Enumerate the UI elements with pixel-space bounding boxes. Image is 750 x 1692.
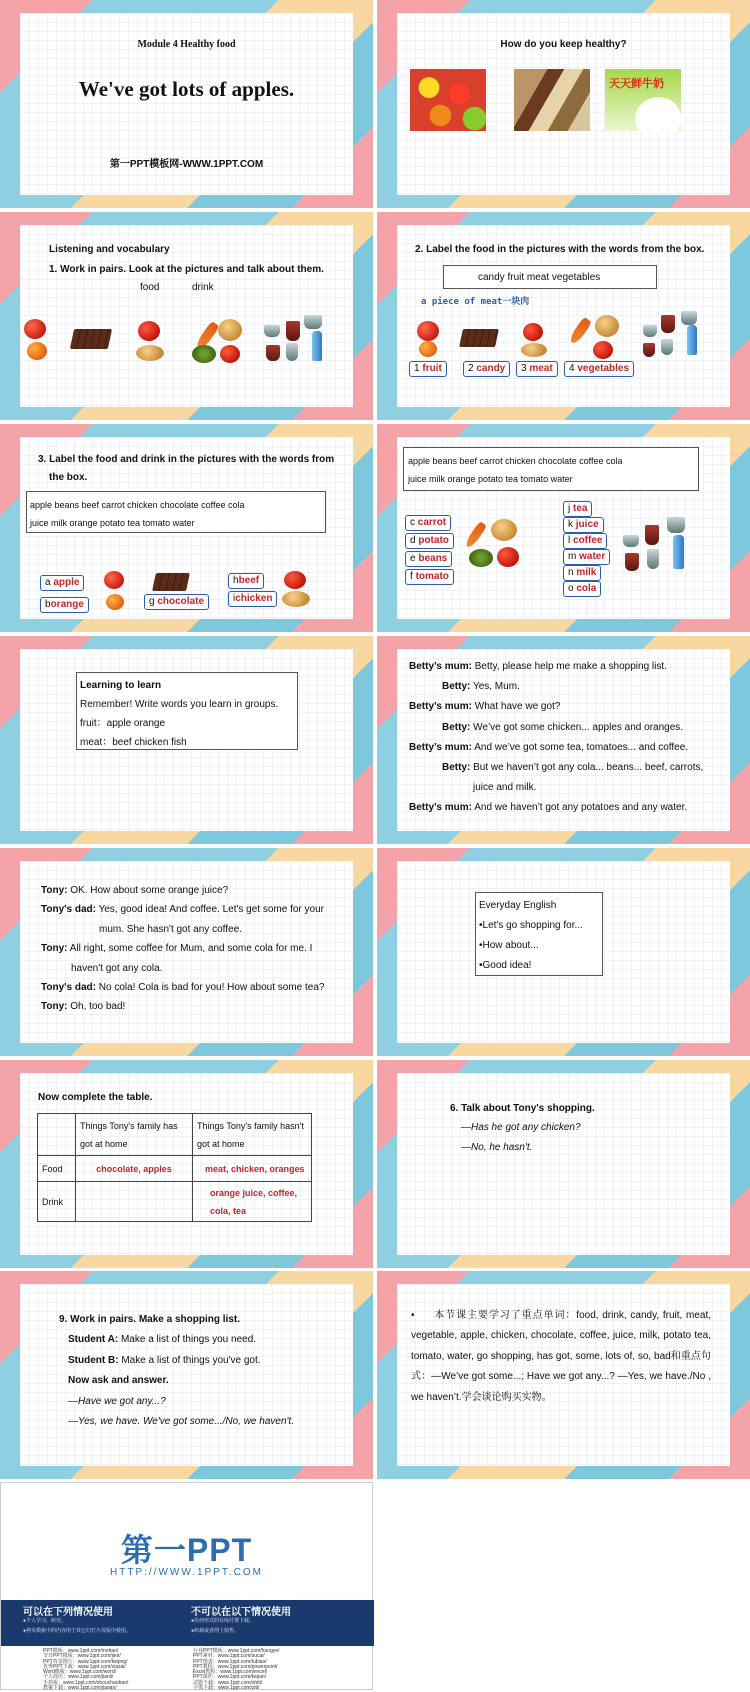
- learning-title: Learning to learn: [80, 680, 162, 691]
- can-item: ●个人学习、研究。: [23, 1618, 67, 1624]
- apple-image: [104, 571, 124, 589]
- student-a-line: Student A: Make a list of things you need.: [68, 1334, 257, 1346]
- link-item[interactable]: 字体下载：www.1ppt.com/ziti/: [193, 1685, 260, 1692]
- slide-5[interactable]: [0, 424, 373, 632]
- bullet: •: [411, 1310, 415, 1321]
- task-line-2: the box.: [49, 472, 88, 483]
- milk-image: [647, 549, 659, 569]
- link-item[interactable]: PPT素材：www.1ppt.com/sucai/: [193, 1653, 265, 1660]
- lesson-title: We've got lots of apples.: [78, 77, 295, 101]
- summary: [411, 1306, 711, 1408]
- module-title: Module 4 Healthy food: [137, 39, 236, 50]
- dialogue-line: haven't got any cola.: [71, 962, 163, 974]
- site-text: 第一PPT模板网-WWW.1PPT.COM: [109, 159, 264, 170]
- usage-panel: [1, 1600, 374, 1646]
- dialogue-line: Tony's dad: No cola! Cola is bad for you! How about some tea?: [41, 982, 325, 994]
- link-item[interactable]: 行业PPT模板：www.1ppt.com/hangye/: [193, 1648, 280, 1654]
- cola-image: [266, 345, 280, 361]
- task-line-1: 3. Label the food and drink in the pictures with the words from: [38, 454, 335, 465]
- apple-image: [24, 319, 46, 339]
- drink-word: drink: [192, 282, 214, 293]
- learning-line-3: meat：beef chicken fish: [80, 737, 187, 748]
- orange-image: [27, 342, 47, 360]
- ask-line: Now ask and answer.: [68, 1375, 169, 1387]
- slide-10[interactable]: [377, 848, 750, 1056]
- logo-text: 第一PPT: [120, 1532, 253, 1568]
- cannot-title: 不可以在以下情况使用: [191, 1607, 291, 1618]
- label-orange: borange: [40, 597, 89, 613]
- dialogue-line: Betty: But we haven’t got any cola... beans... beef, carrots,: [442, 762, 704, 774]
- cannot-item: ●任何形式的在线付费下载。: [191, 1618, 255, 1624]
- links-right: [193, 1649, 279, 1691]
- dialogue: [409, 657, 719, 819]
- talk-answer: —No, he hasn't.: [461, 1142, 533, 1153]
- slide-3[interactable]: [0, 212, 373, 420]
- beef-image: [284, 571, 306, 589]
- word-box-line-1: apple beans beef carrot chicken chocolate coffee cola: [408, 456, 623, 466]
- tomato-image: [593, 341, 613, 359]
- slide-7[interactable]: [0, 636, 373, 844]
- beef-image: [138, 321, 160, 341]
- footer-slide: [0, 1482, 373, 1690]
- label-beans: e beans: [405, 551, 452, 567]
- link-item[interactable]: 教案下载：www.1ppt.com/jiaoan/: [43, 1685, 117, 1692]
- label-tomato: f tomato: [405, 569, 454, 585]
- slide-2[interactable]: [377, 0, 750, 208]
- drink-hasnt-cell: orange juice, coffee, cola, tea: [193, 1182, 312, 1222]
- slide-1[interactable]: [0, 0, 373, 208]
- logo-url: HTTP://WWW.1PPT.COM: [110, 1567, 263, 1578]
- col-header-has: Things Tony's family has got at home: [76, 1114, 193, 1156]
- everyday-item: •Good idea!: [479, 960, 532, 971]
- dialogue-line: mum. She hasn't got any coffee.: [99, 923, 242, 935]
- potato-image: [595, 315, 619, 337]
- water-image: [687, 325, 697, 355]
- coffee-image: [304, 315, 322, 329]
- links-left: [43, 1649, 128, 1691]
- label-water: m water: [563, 549, 610, 565]
- coffee-image: [681, 311, 697, 325]
- answer-line: —Yes, we have. We've got some.../No, we haven't.: [68, 1416, 294, 1428]
- dialogue-line: Betty’s mum: What have we got?: [409, 701, 561, 713]
- link-item[interactable]: Excel教程：www.1ppt.com/excel/: [193, 1669, 268, 1676]
- dialogue-line: Betty: Yes, Mum.: [442, 681, 520, 693]
- word-box-line-2: juice milk orange potato tea tomato water: [408, 474, 573, 484]
- label-milk: n milk: [563, 565, 601, 581]
- milk-photo: [605, 69, 681, 131]
- carrot-image: [568, 317, 592, 346]
- dialogue-line: Betty’s mum: Betty, please help me make a shopping list.: [409, 661, 667, 672]
- milk-brand-text: 天天鲜牛奶: [609, 78, 664, 90]
- label-apple: a apple: [40, 575, 84, 591]
- orange-image: [106, 594, 124, 610]
- word-box: [403, 447, 699, 491]
- dialogue-line: Betty’s mum: And we’ve got some tea, tomatoes... and coffee.: [409, 741, 689, 753]
- dialogue-line: Tony: Oh, too bad!: [41, 1001, 126, 1013]
- tea-image: [264, 325, 280, 337]
- shopping-table: [37, 1113, 312, 1222]
- everyday-item: •How about...: [479, 940, 539, 951]
- food-word: food: [140, 282, 160, 293]
- water-image: [312, 331, 322, 361]
- juice-image: [645, 525, 659, 545]
- dialogue-line: juice and milk.: [473, 782, 537, 794]
- potato-image: [218, 319, 242, 341]
- dialogue-line: Tony: All right, some coffee for Mum, and some cola for me. I: [41, 943, 313, 955]
- dialogue: [41, 881, 341, 1017]
- label-beef: hbeef: [228, 573, 264, 589]
- label-potato: d potato: [405, 533, 454, 549]
- tomato-image: [497, 547, 519, 567]
- talk-title: 6. Talk about Tony's shopping.: [450, 1103, 595, 1114]
- slide-12[interactable]: [377, 1060, 750, 1268]
- label-chocolate: g chocolate: [144, 594, 209, 610]
- label-carrot: c carrot: [405, 515, 451, 531]
- word-box-line-2: juice milk orange potato tea tomato water: [30, 518, 195, 528]
- link-item[interactable]: PPT教程：www.1ppt.com/powerpoint/: [193, 1663, 278, 1670]
- potato-image: [491, 519, 517, 541]
- link-item[interactable]: 试题下载：www.1ppt.com/shiti/: [193, 1679, 263, 1686]
- learning-line-1: Remember! Write words you learn in groups.: [80, 699, 279, 710]
- row-header-food: Food: [38, 1156, 76, 1182]
- label-vegetables: 4 vegetables: [564, 361, 634, 377]
- link-item[interactable]: 节日PPT模板：www.1ppt.com/jieri/: [43, 1653, 121, 1660]
- pair-work: [59, 1310, 294, 1432]
- link-item[interactable]: 个人简历：www.1ppt.com/jianli/: [43, 1674, 114, 1681]
- label-cola: o cola: [563, 581, 601, 597]
- col-header-hasnt: Things Tony's family hasn't got at home: [193, 1114, 312, 1156]
- task-text: 2. Label the food in the pictures with the words from the box.: [415, 244, 705, 255]
- label-candy: 2 candy: [463, 361, 510, 377]
- link-item[interactable]: 优秀PPT下载：www.1ppt.com/xiazai/: [43, 1663, 126, 1670]
- everyday-item: •Let's go shopping for...: [479, 920, 583, 931]
- student-b-line: Student B: Make a list of things you've got.: [68, 1354, 261, 1366]
- slide-11[interactable]: [0, 1060, 373, 1268]
- slide-6[interactable]: [377, 424, 750, 632]
- link-item[interactable]: PPT背景图片：www.1ppt.com/beijing/: [43, 1658, 128, 1665]
- slide-8[interactable]: [377, 636, 750, 844]
- label-coffee: l coffee: [563, 533, 607, 549]
- everyday-title: Everyday English: [479, 900, 557, 911]
- question-line: —Have we got any...?: [68, 1395, 166, 1407]
- question: How do you keep healthy?: [500, 39, 627, 50]
- chocolate-image: [70, 329, 112, 349]
- table-corner: [38, 1114, 76, 1156]
- orange-image: [419, 341, 437, 357]
- task-text: 1. Work in pairs. Look at the pictures and talk about them.: [49, 264, 324, 275]
- link-item[interactable]: Word模板：www.1ppt.com/word/: [43, 1669, 116, 1676]
- chicken-image: [136, 345, 164, 361]
- dialogue-line: Tony's dad: Yes, good idea! And coffee. Let's get some for your: [41, 904, 324, 916]
- dialogue-line: Betty’s mum: And we haven’t got any potatoes and any water.: [409, 802, 688, 814]
- label-tea: j tea: [563, 501, 592, 517]
- milk-image: [661, 339, 673, 355]
- section-heading: Listening and vocabulary: [49, 244, 170, 255]
- dialogue-line: Tony: OK. How about some orange juice?: [41, 885, 229, 896]
- learning-line-2: fruit：apple orange: [80, 718, 166, 729]
- word-box: candy fruit meat vegetables: [443, 265, 657, 289]
- cannot-item: ●转载或者网上销售。: [191, 1628, 240, 1634]
- milk-image: [286, 343, 298, 361]
- label-fruit: 1 fruit: [409, 361, 447, 377]
- food-hasnt-cell: meat, chicken, oranges: [193, 1156, 312, 1182]
- word-box-line-1: apple beans beef carrot chicken chocolate coffee cola: [30, 500, 245, 510]
- drink-has-cell: [76, 1182, 193, 1222]
- slide-4[interactable]: [377, 212, 750, 420]
- slide-13[interactable]: [0, 1271, 373, 1479]
- can-title: 可以在下列情况使用: [23, 1607, 113, 1618]
- chicken-image: [282, 591, 310, 607]
- link-item[interactable]: PPT课件：www.1ppt.com/kejian/: [193, 1674, 267, 1681]
- tea-image: [643, 325, 657, 337]
- chicken-image: [521, 343, 547, 357]
- beef-image: [523, 323, 543, 341]
- label-meat: 3 meat: [516, 361, 558, 377]
- summary-text: 本节课主要学习了重点单词：food, drink, candy, fruit, meat, vegetable, apple, chicken, chocolate, coffee, juice, milk, potato tea, tomato, water, go shopping, has got, some, lots of, so, bad和重点句式：—We’ve got some...; Have we got any...? —Yes, we have./No , we haven’t.学会谈论购买实物。: [411, 1310, 711, 1403]
- table-title: Now complete the table.: [38, 1092, 153, 1103]
- carrot-image: [464, 521, 487, 549]
- learning-box: [76, 672, 298, 750]
- coffee-image: [667, 517, 685, 533]
- link-item[interactable]: PPT图表：www.1ppt.com/tubiao/: [193, 1658, 267, 1665]
- fruit-photo: [410, 69, 486, 131]
- cola-image: [643, 343, 655, 357]
- juice-image: [661, 315, 675, 333]
- tea-image: [623, 535, 639, 547]
- beans-image: [192, 345, 216, 363]
- grains-photo: [514, 69, 590, 131]
- note-text: a piece of meat一块肉: [421, 297, 530, 307]
- can-item: ●拷贝模板中的内容用于其它幻灯片母版中使用。: [23, 1628, 132, 1634]
- everyday-english-box: [475, 892, 603, 976]
- link-item[interactable]: 手抄报：www.1ppt.com/shouchaobao/: [43, 1679, 129, 1686]
- slide-14[interactable]: [377, 1271, 750, 1479]
- chocolate-image: [459, 329, 499, 347]
- label-juice: k juice: [563, 517, 604, 533]
- pair-work-title: 9. Work in pairs. Make a shopping list.: [59, 1314, 240, 1325]
- juice-image: [286, 321, 300, 341]
- water-image: [673, 535, 684, 569]
- beans-image: [469, 549, 493, 567]
- dialogue-line: Betty: We’ve got some chicken... apples and oranges.: [442, 721, 684, 733]
- word-box: [26, 491, 326, 533]
- label-chicken: ichicken: [228, 591, 277, 607]
- cola-image: [625, 553, 639, 571]
- row-header-drink: Drink: [38, 1182, 76, 1222]
- food-has-cell: chocolate, apples: [76, 1156, 193, 1182]
- link-item[interactable]: PPT模板：www.1ppt.com/moban/: [43, 1648, 119, 1654]
- talk-question: —Has he got any chicken?: [461, 1122, 581, 1133]
- tomato-image: [220, 345, 240, 363]
- chocolate-image: [152, 573, 190, 591]
- slide-9[interactable]: [0, 848, 373, 1056]
- apple-image: [417, 321, 439, 341]
